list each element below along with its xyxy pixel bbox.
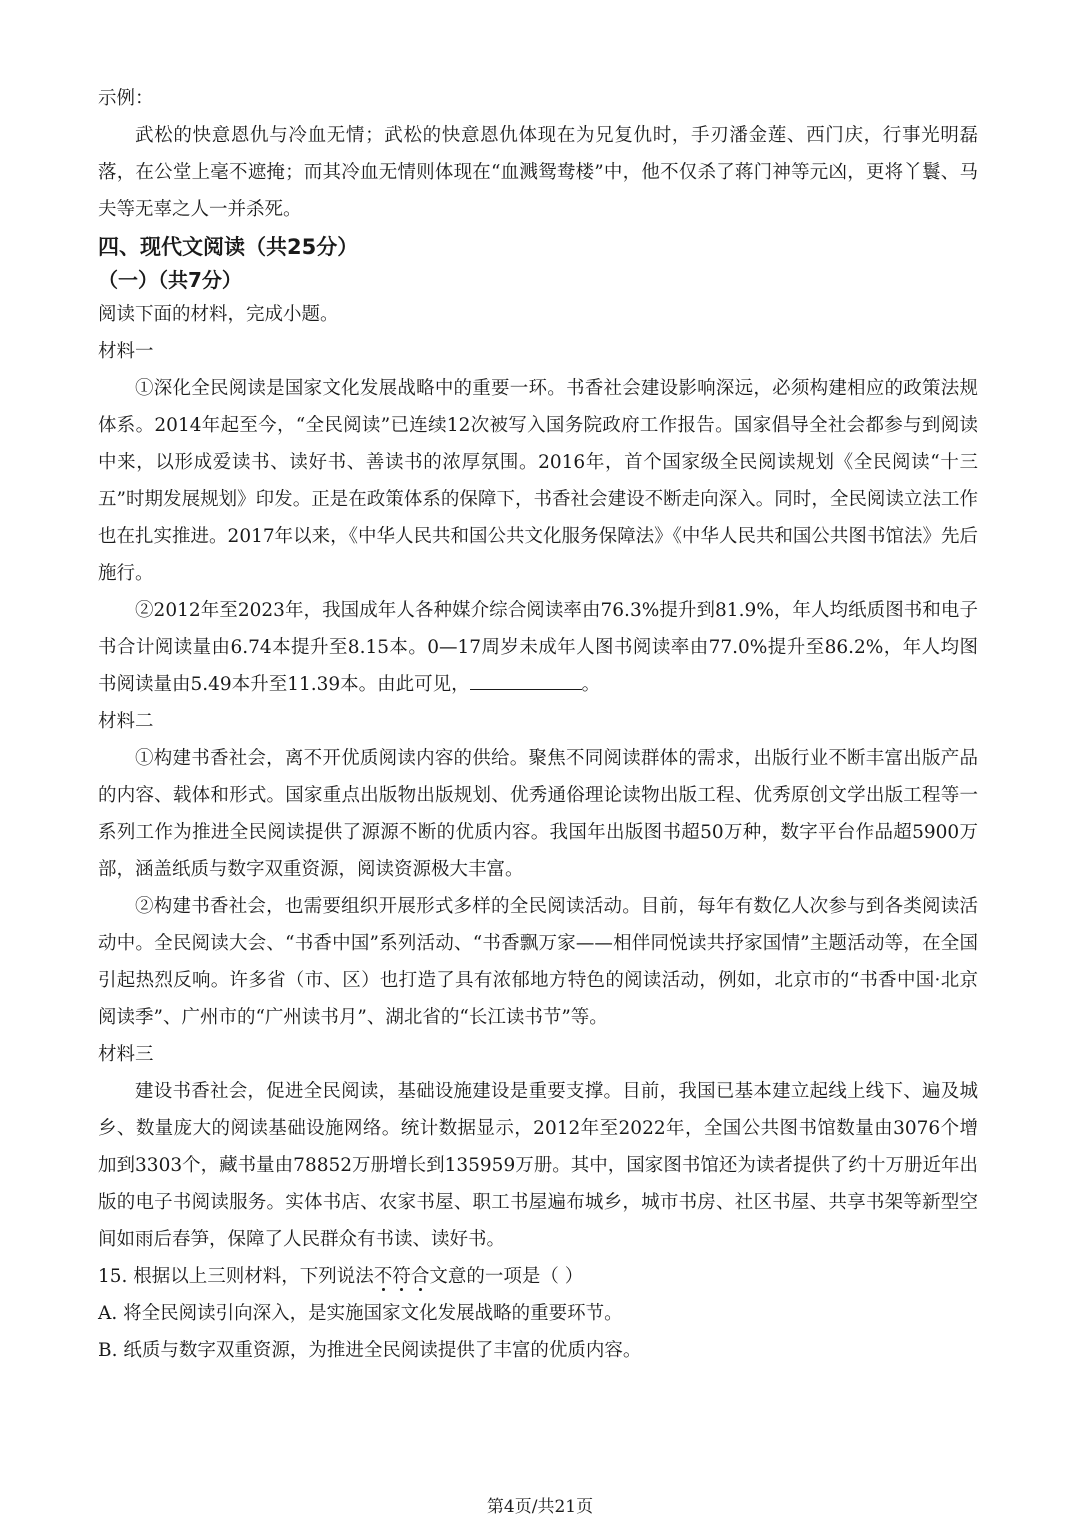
material1-paragraph-2-end: 。 — [581, 674, 601, 695]
emphasis-char-3: 合 — [410, 1266, 430, 1287]
material3-label: 材料三 — [98, 1044, 154, 1065]
answer-blank[interactable] — [470, 669, 582, 690]
material2-paragraph-1: ①构建书香社会，离不开优质阅读内容的供给。聚焦不同阅读群体的需求，出版行业不断丰富出版产品的内容、载体和形式。国家重点出版物出版规划、优秀通俗理论读物出版工程、优秀原创文学出版工程等一系列工作为推进全民阅读提供了源源不断的优质内容。我国年出版图书超50万种，数字平台作品超5900万部，涵盖纸质与数字双重资源，阅读资源极大丰富。 — [98, 748, 978, 880]
question-suffix: 文意的一项是（ ） — [429, 1266, 584, 1287]
emphasis-char-2: 符 — [392, 1266, 411, 1287]
document-page — [98, 80, 978, 1369]
option-a: A. 将全民阅读引向深入，是实施国家文化发展战略的重要环节。 — [98, 1303, 623, 1324]
material2-label: 材料二 — [98, 711, 154, 732]
material1-paragraph-2-text: ②2012年至2023年，我国成年人各种媒介综合阅读率由76.3%提升到81.9%，年人均纸质图书和电子书合计阅读量由6.74本提升至8.15本。0—17周岁未成年人图书阅读率由77.0%提升至86.2%，年人均图书阅读量由5.49本升至11.39本。由此可见， — [98, 600, 978, 695]
material1-paragraph-2 — [98, 592, 978, 703]
section-title: 四、现代文阅读（共25分） — [98, 235, 359, 259]
material1-label: 材料一 — [98, 341, 154, 362]
option-b: B. 纸质与数字双重资源，为推进全民阅读提供了丰富的优质内容。 — [98, 1340, 642, 1361]
page-number: 第4页/共21页 — [486, 1497, 594, 1517]
instruction: 阅读下面的材料，完成小题。 — [98, 304, 339, 325]
example-text: 武松的快意恩仇与冷血无情；武松的快意恩仇体现在为兄复仇时，手刃潘金莲、西门庆，行事光明磊落，在公堂上毫不遮掩；而其冷血无情则体现在“血溅鸳鸯楼”中，他不仅杀了蒋门神等元凶，更将丫鬟、马夫等无辜之人一并杀死。 — [98, 125, 978, 220]
material2-paragraph-2: ②构建书香社会，也需要组织开展形式多样的全民阅读活动。目前，每年有数亿人次参与到各类阅读活动中。全民阅读大会、“书香中国”系列活动、“书香飘万家——相伴同悦读共抒家国情”主题活动等，在全国引起热烈反响。许多省（市、区）也打造了具有浓郁地方特色的阅读活动，例如，北京市的“书香中国·北京阅读季”、广州市的“广州读书月”、湖北省的“长江读书节”等。 — [98, 896, 978, 1028]
material1-paragraph-1: ①深化全民阅读是国家文化发展战略中的重要一环。书香社会建设影响深远，必须构建相应的政策法规体系。2014年起至今，“全民阅读”已连续12次被写入国务院政府工作报告。国家倡导全社会都参与到阅读中来，以形成爱读书、读好书、善读书的浓厚氛围。2016年，首个国家级全民阅读规划《全民阅读“十三五”时期发展规划》印发。正是在政策体系的保障下，书香社会建设不断走向深入。同时，全民阅读立法工作也在扎实推进。2017年以来，《中华人民共和国公共文化服务保障法》《中华人民共和国公共图书馆法》先后施行。 — [98, 378, 978, 584]
question-prefix: 15. 根据以上三则材料，下列说法 — [98, 1266, 374, 1287]
emphasis-char-1: 不 — [373, 1266, 393, 1287]
example-label: 示例： — [98, 88, 154, 109]
material3-paragraph-1: 建设书香社会，促进全民阅读，基础设施建设是重要支撑。目前，我国已基本建立起线上线下、遍及城乡、数量庞大的阅读基础设施网络。统计数据显示，2012年至2022年，全国公共图书馆数量由3076个增加到3303个，藏书量由78852万册增长到135959万册。其中，国家图书馆还为读者提供了约十万册近年出版的电子书阅读服务。实体书店、农家书屋、职工书屋遍布城乡，城市书房、社区书屋、共享书架等新型空间如雨后春笋，保障了人民群众有书读、读好书。 — [98, 1081, 978, 1250]
section-subtitle: （一）（共7分） — [98, 268, 242, 292]
question-15 — [98, 1258, 978, 1295]
